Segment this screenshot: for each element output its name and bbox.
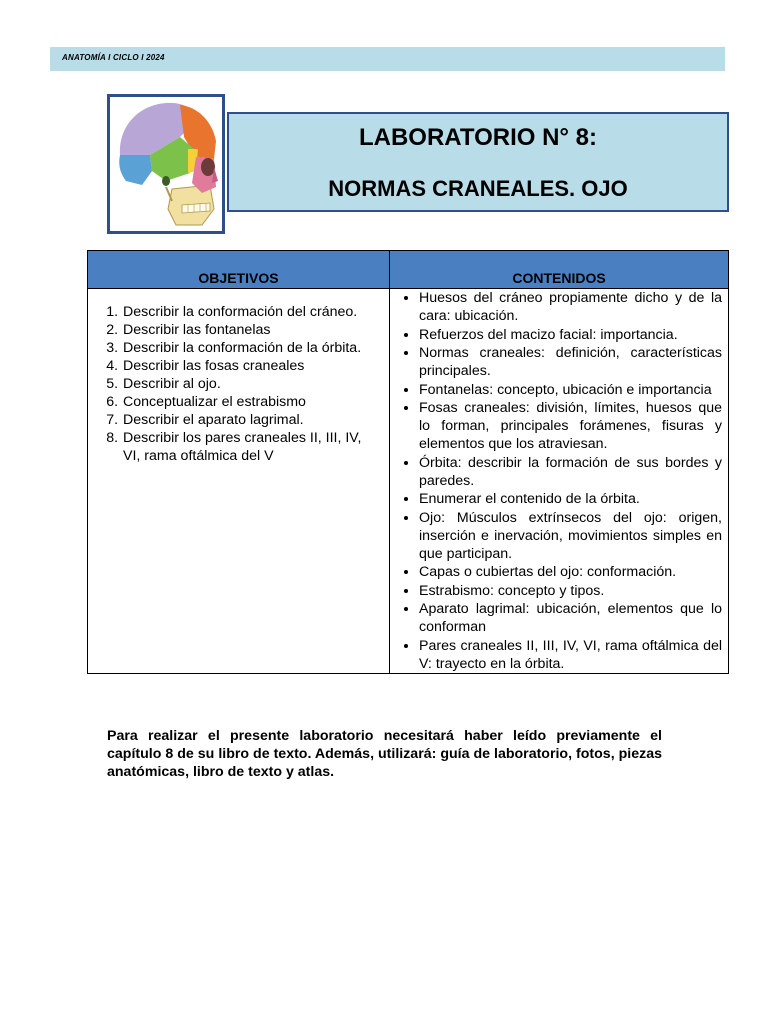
list-item: • Órbita: describir la formación de sus bordes y paredes. (419, 454, 722, 490)
list-item: • Aparato lagrimal: ubicación, elementos que lo conforman (419, 600, 722, 636)
course-label: ANATOMÍA I CICLO I 2024 (62, 53, 165, 62)
header-contenidos: CONTENIDOS (390, 251, 729, 289)
header-objetivos: OBJETIVOS (88, 251, 390, 289)
list-item: 7. Describir el aparato lagrimal. (122, 411, 379, 429)
list-item: • Enumerar el contenido de la órbita. (419, 490, 722, 508)
skull-icon (110, 97, 222, 231)
table-row (88, 289, 729, 674)
list-item: • Fosas craneales: división, límites, huesos que lo forman, principales forámenes, fisuras y elementos que los atraviesan. (419, 399, 722, 453)
list-item: 6. Conceptualizar el estrabismo (122, 393, 379, 411)
list-item: • Fontanelas: concepto, ubicación e importancia (419, 381, 722, 399)
title-box (227, 112, 729, 212)
list-item: • Huesos del cráneo propiamente dicho y de la cara: ubicación. (419, 289, 722, 325)
list-item: • Pares craneales II, III, IV, VI, rama oftálmica del V: trayecto en la órbita. (419, 637, 722, 673)
list-item: • Estrabismo: concepto y tipos. (419, 582, 722, 600)
list-item: 2. Describir las fontanelas (122, 321, 379, 339)
objetivos-list (88, 303, 389, 465)
list-item: 1. Describir la conformación del cráneo. (122, 303, 379, 321)
list-item: 8. Describir los pares craneales II, III, IV, VI, rama oftálmica del V (122, 429, 379, 465)
list-item: • Refuerzos del macizo facial: importancia. (419, 326, 722, 344)
contenidos-cell (390, 289, 729, 674)
objetivos-cell (88, 289, 390, 674)
instructions-note: Para realizar el presente laboratorio necesitará haber leído previamente el capítulo 8 de su libro de texto. Además, utilizará: guía de laboratorio, fotos, piezas anatómicas, libro de texto y atlas. (107, 728, 662, 780)
lab-topic-title: NORMAS CRANEALES. OJO (328, 176, 628, 201)
list-item: 5. Describir al ojo. (122, 375, 379, 393)
table-header-row (88, 251, 729, 289)
header-band (50, 47, 725, 71)
lab-number-title: LABORATORIO N° 8: (358, 124, 598, 151)
list-item: • Normas craneales: definición, características principales. (419, 344, 722, 380)
list-item: 3. Describir la conformación de la órbita. (122, 339, 379, 357)
objectives-contents-table (87, 250, 729, 674)
list-item: • Ojo: Músculos extrínsecos del ojo: origen, inserción e inervación, movimientos simples en que participan. (419, 509, 722, 563)
skull-image-frame (107, 94, 225, 234)
list-item: 4. Describir las fosas craneales (122, 357, 379, 375)
contenidos-list (390, 289, 728, 673)
list-item: • Capas o cubiertas del ojo: conformación. (419, 563, 722, 581)
